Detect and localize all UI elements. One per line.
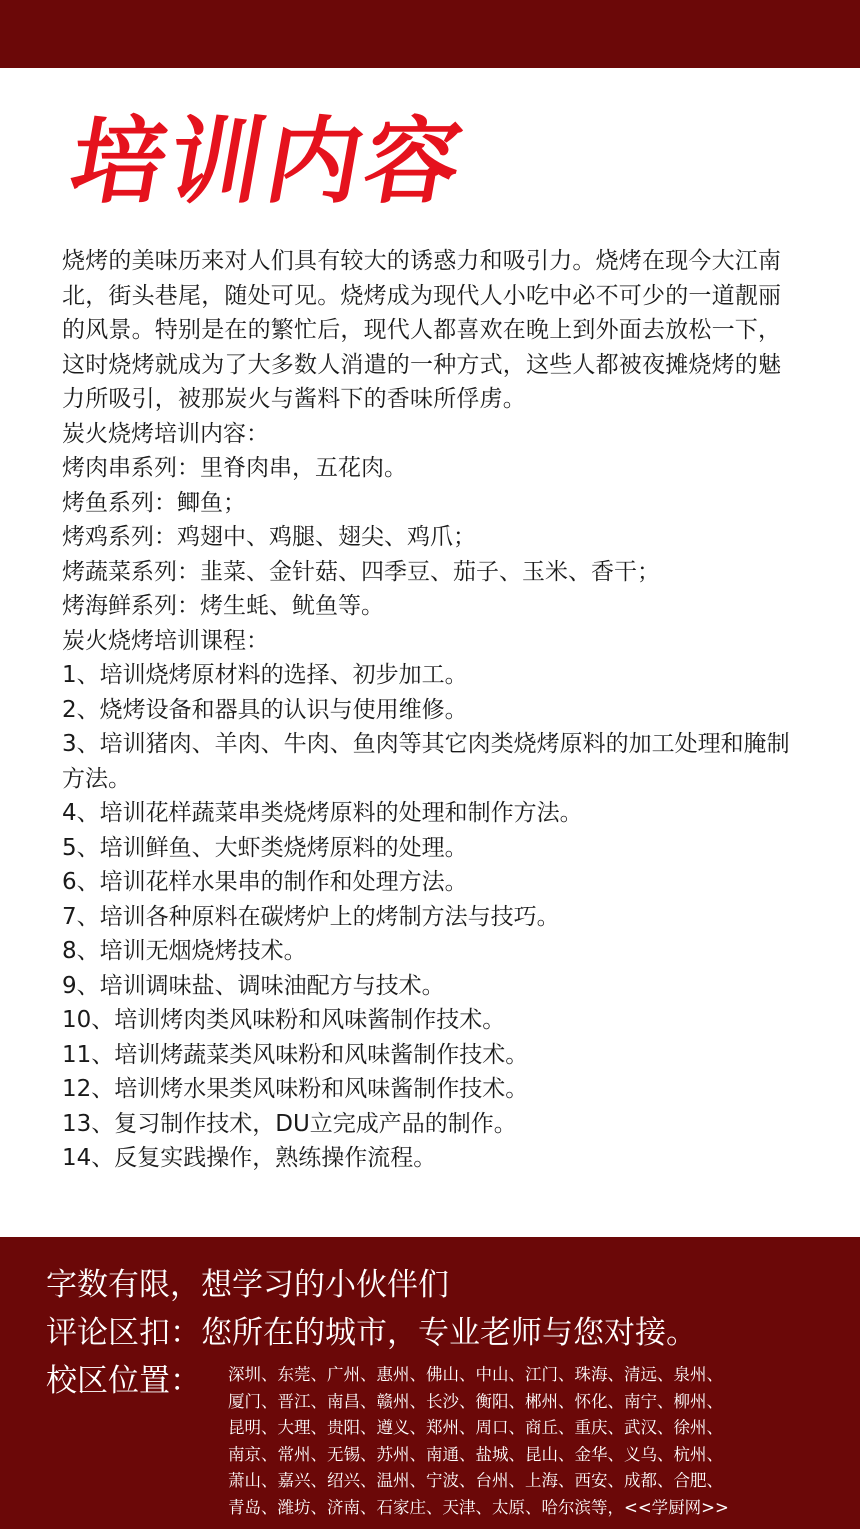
campus-line: 厦门、晋江、南昌、赣州、长沙、衡阳、郴州、怀化、南宁、柳州、	[228, 1391, 723, 1411]
course-item: 3、培训猪肉、羊肉、牛肉、鱼肉等其它肉类烧烤原料的加工处理和腌制方法。	[62, 731, 790, 792]
top-banner	[0, 0, 860, 68]
course-item: 12、培训烤水果类风味粉和风味酱制作技术。	[62, 1076, 529, 1102]
course-item: 1、培训烧烤原材料的选择、初步加工。	[62, 662, 468, 688]
content-item: 烤鱼系列：鲫鱼；	[62, 489, 246, 516]
course-item: 6、培训花样水果串的制作和处理方法。	[62, 869, 468, 895]
course-item: 7、培训各种原料在碳烤炉上的烤制方法与技巧。	[62, 903, 560, 930]
content-heading: 炭火烧烤培训内容：	[62, 420, 269, 447]
campus-line: 南京、常州、无锡、苏州、南通、盐城、昆山、金华、义乌、杭州、	[228, 1444, 723, 1464]
content-item: 烤鸡系列：鸡翅中、鸡腿、翅尖、鸡爪；	[62, 524, 476, 550]
course-item: 9、培训调味盐、调味油配方与技术。	[62, 972, 445, 999]
course-item: 13、复习制作技术，DU立完成产品的制作。	[62, 1110, 517, 1137]
page-title: 培训内容	[62, 108, 474, 217]
campus-list	[228, 1362, 828, 1521]
course-item: 8、培训无烟烧烤技术。	[62, 938, 307, 964]
course-item: 11、培训烤蔬菜类风味粉和风味酱制作技术。	[62, 1041, 529, 1068]
content-item: 烤蔬菜系列：韭菜、金针菇、四季豆、茄子、玉米、香干；	[62, 558, 660, 585]
course-item: 4、培训花样蔬菜串类烧烤原料的处理和制作方法。	[62, 800, 583, 826]
contact-message-1: 字数有限，想学习的小伙伴们	[46, 1267, 449, 1303]
campus-line: 深圳、东莞、广州、惠州、佛山、中山、江门、珠海、清远、泉州、	[228, 1365, 723, 1384]
campus-line: 昆明、大理、贵阳、遵义、郑州、周口、商丘、重庆、武汉、徐州、	[228, 1418, 723, 1437]
content-item: 烤海鲜系列：烤生蚝、鱿鱼等。	[62, 593, 384, 619]
course-item: 5、培训鲜鱼、大虾类烧烤原料的处理。	[62, 834, 468, 861]
content-item: 烤肉串系列：里脊肉串，五花肉。	[62, 455, 407, 481]
contact-panel	[0, 1237, 860, 1529]
course-item: 10、培训烤肉类风味粉和风味酱制作技术。	[62, 1007, 506, 1033]
article-body	[62, 244, 802, 1176]
course-item: 2、烧烤设备和器具的认识与使用维修。	[62, 696, 468, 723]
campus-line: 萧山、嘉兴、绍兴、温州、宁波、台州、上海、西安、成都、合肥、	[228, 1471, 723, 1490]
campus-label: 校区位置：	[46, 1363, 201, 1399]
course-heading: 炭火烧烤培训课程：	[62, 627, 269, 654]
contact-message-2: 评论区扣：您所在的城市，专业老师与您对接。	[46, 1315, 697, 1351]
intro-paragraph: 烧烤的美味历来对人们具有较大的诱惑力和吸引力。烧烤在现今大江南北，街头巷尾，随处可见。烧烤成为现代人小吃中必不可少的一道靓丽的风景。特别是在的繁忙后，现代人都喜欢在晚上到外面去放松一下，这时烧烤就成为了大多数人消遣的一种方式，这些人都被夜摊烧烤的魅力所吸引，被那炭火与酱料下的香味所俘虏。	[62, 248, 782, 412]
campus-line: 青岛、潍坊、济南、石家庄、天津、太原、哈尔滨等，<<学厨网>>	[228, 1497, 729, 1517]
course-item: 14、反复实践操作，熟练操作流程。	[62, 1145, 437, 1171]
